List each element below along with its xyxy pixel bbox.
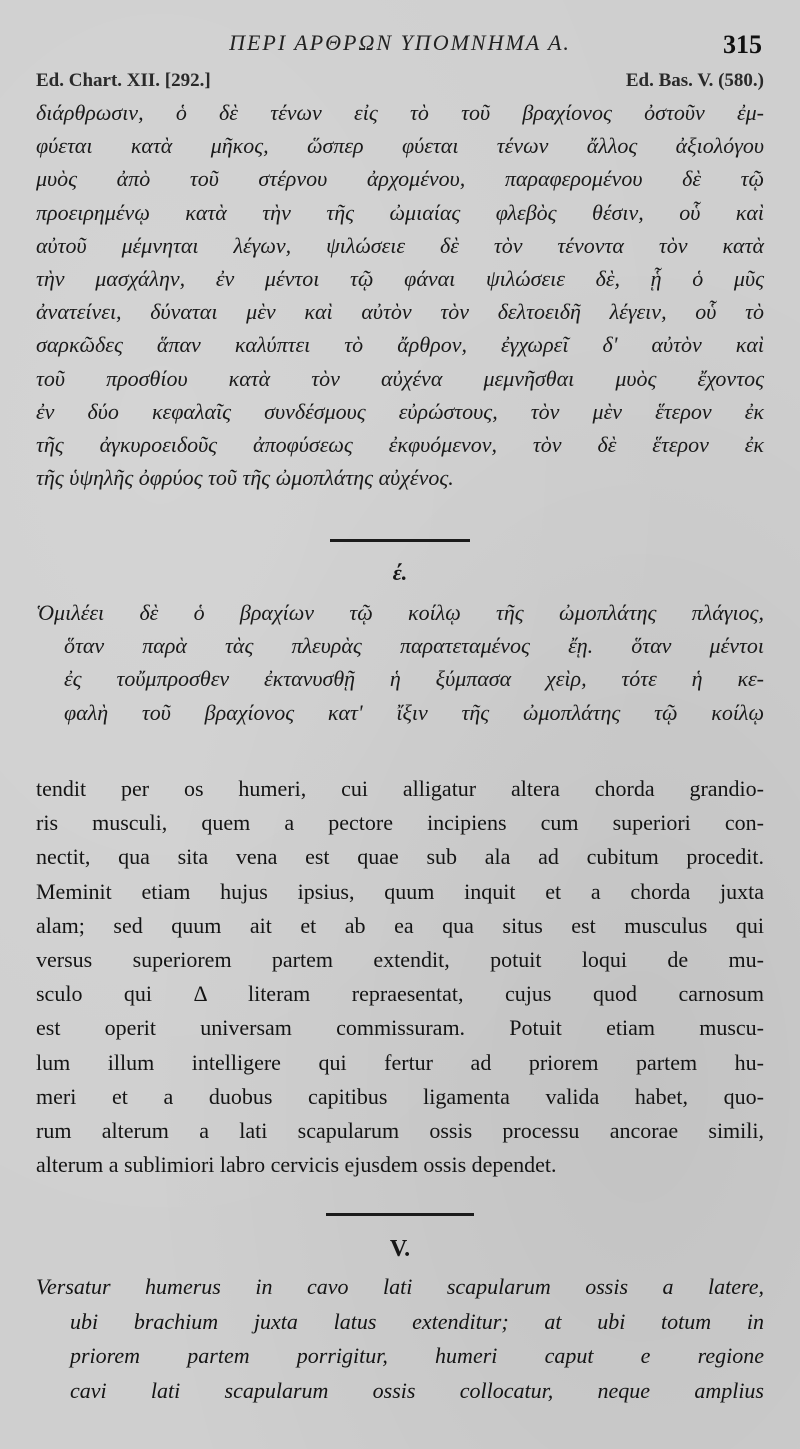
greek-line: ὅταν παρὰ τὰς πλευρὰς παρατεταμένος ἔῃ. ὅταν μέντοι bbox=[64, 633, 764, 659]
greek-line: ἀνατείνει, δύναται μὲν καὶ αὐτὸν τὸν δελτοειδῆ λέγειν, οὗ τὸ bbox=[36, 299, 764, 325]
greek-line: προειρημένῳ κατὰ τὴν τῆς ὠμιαίας φλεβὸς θέσιν, οὗ καὶ bbox=[36, 199, 764, 225]
edition-basel: Ed. Bas. V. (580.) bbox=[625, 70, 764, 91]
latin-line: meri et a duobus capitibus ligamenta valida habet, quo- bbox=[36, 1083, 764, 1109]
greek-line: τοῦ προσθίου κατὰ τὸν αὐχένα μεμνῆσθαι μυὸς ἔχοντος bbox=[36, 365, 764, 391]
latin-line: cavi lati scapularum ossis collocatur, neque amplius bbox=[70, 1377, 764, 1403]
latin-line: ubi brachium juxta latus extenditur; at ubi totum in bbox=[70, 1308, 764, 1334]
latin-line: priorem partem porrigitur, humeri caput e regione bbox=[70, 1343, 764, 1368]
greek-paragraph bbox=[36, 96, 764, 494]
latin-line: ris musculi, quem a pectore incipiens cum superiori con- bbox=[36, 810, 764, 836]
running-title: ΠΕΡΙ ΑΡΘΡΩΝ ΥΠΟΜΝΗΜΑ Α. bbox=[229, 30, 571, 55]
greek-line: αὐτοῦ μέμνηται λέγων, ψιλώσειε δὲ τὸν τένοντα τὸν κατὰ bbox=[36, 232, 764, 258]
greek-line: μυὸς ἀπὸ τοῦ στέρνου ἀρχομένου, παραφερομένου δὲ τῷ bbox=[36, 166, 764, 192]
section-divider bbox=[330, 539, 470, 542]
latin-line: tendit per os humeri, cui alligatur altera chorda grandio- bbox=[36, 776, 764, 801]
latin-section-text bbox=[36, 1270, 764, 1408]
greek-line: Ὁμιλέει δὲ ὁ βραχίων τῷ κοίλῳ τῆς ὠμοπλάτης πλάγιος, bbox=[36, 600, 764, 625]
latin-line: est operit universam commissuram. Potuit etiam muscu- bbox=[36, 1015, 764, 1041]
edition-chartier: Ed. Chart. XII. [292.] bbox=[36, 70, 211, 91]
greek-line: ἐν δύο κεφαλαῖς συνδέσμους εὐρώστους, τὸν μὲν ἕτερον ἐκ bbox=[36, 398, 764, 424]
page-number: 315 bbox=[723, 30, 762, 59]
section-divider bbox=[326, 1213, 474, 1216]
latin-line: nectit, qua sita vena est quae sub ala ad cubitum procedit. bbox=[36, 844, 764, 870]
latin-paragraph bbox=[36, 772, 764, 1182]
latin-line: sculo qui Δ literam repraesentat, cujus quod carnosum bbox=[36, 981, 764, 1007]
greek-section-number: έ. bbox=[392, 560, 408, 585]
greek-line: τῆς ἀγκυροειδοῦς ἀποφύσεως ἐκφυόμενον, τὸν δὲ ἕτερον ἐκ bbox=[36, 432, 764, 458]
latin-line: rum alterum a lati scapularum ossis processu ancorae simili, bbox=[36, 1118, 764, 1144]
latin-line: Versatur humerus in cavo lati scapularum ossis a latere, bbox=[36, 1274, 764, 1299]
latin-line: alam; sed quum ait et ab ea qua situs est musculus qui bbox=[36, 912, 764, 938]
greek-section-text bbox=[36, 596, 764, 729]
latin-section-number: V. bbox=[389, 1236, 411, 1262]
greek-line: τὴν μασχάλην, ἐν μέντοι τῷ φάναι ψιλώσειε δὲ, ᾗ ὁ μῦς bbox=[36, 266, 764, 292]
greek-line: φαλὴ τοῦ βραχίονος κατ' ἴξιν τῆς ὠμοπλάτης τῷ κοίλῳ bbox=[64, 699, 764, 725]
greek-line: διάρθρωσιν, ὁ δὲ τένων εἰς τὸ τοῦ βραχίονος ὀστοῦν ἐμ- bbox=[36, 100, 764, 125]
latin-line: lum illum intelligere qui fertur ad priorem partem hu- bbox=[36, 1049, 764, 1075]
latin-line: alterum a sublimiori labro cervicis ejusdem ossis dependet. bbox=[36, 1152, 557, 1178]
greek-line: σαρκῶδες ἅπαν καλύπτει τὸ ἄρθρον, ἐγχωρεῖ δ' αὐτὸν καὶ bbox=[36, 332, 764, 358]
latin-line: versus superiorem partem extendit, potuit loqui de mu- bbox=[36, 947, 764, 973]
greek-line: ἐς τοὔμπροσθεν ἐκτανυσθῇ ἡ ξύμπασα χεὶρ, τότε ἡ κε- bbox=[64, 666, 764, 692]
greek-line: φύεται κατὰ μῆκος, ὥσπερ φύεται τένων ἄλλος ἀξιολόγου bbox=[36, 133, 764, 159]
latin-line: Meminit etiam hujus ipsius, quum inquit et a chorda juxta bbox=[36, 878, 764, 904]
greek-line: τῆς ὑψηλῆς ὀφρύος τοῦ τῆς ὠμοπλάτης αὐχένος. bbox=[36, 465, 454, 491]
